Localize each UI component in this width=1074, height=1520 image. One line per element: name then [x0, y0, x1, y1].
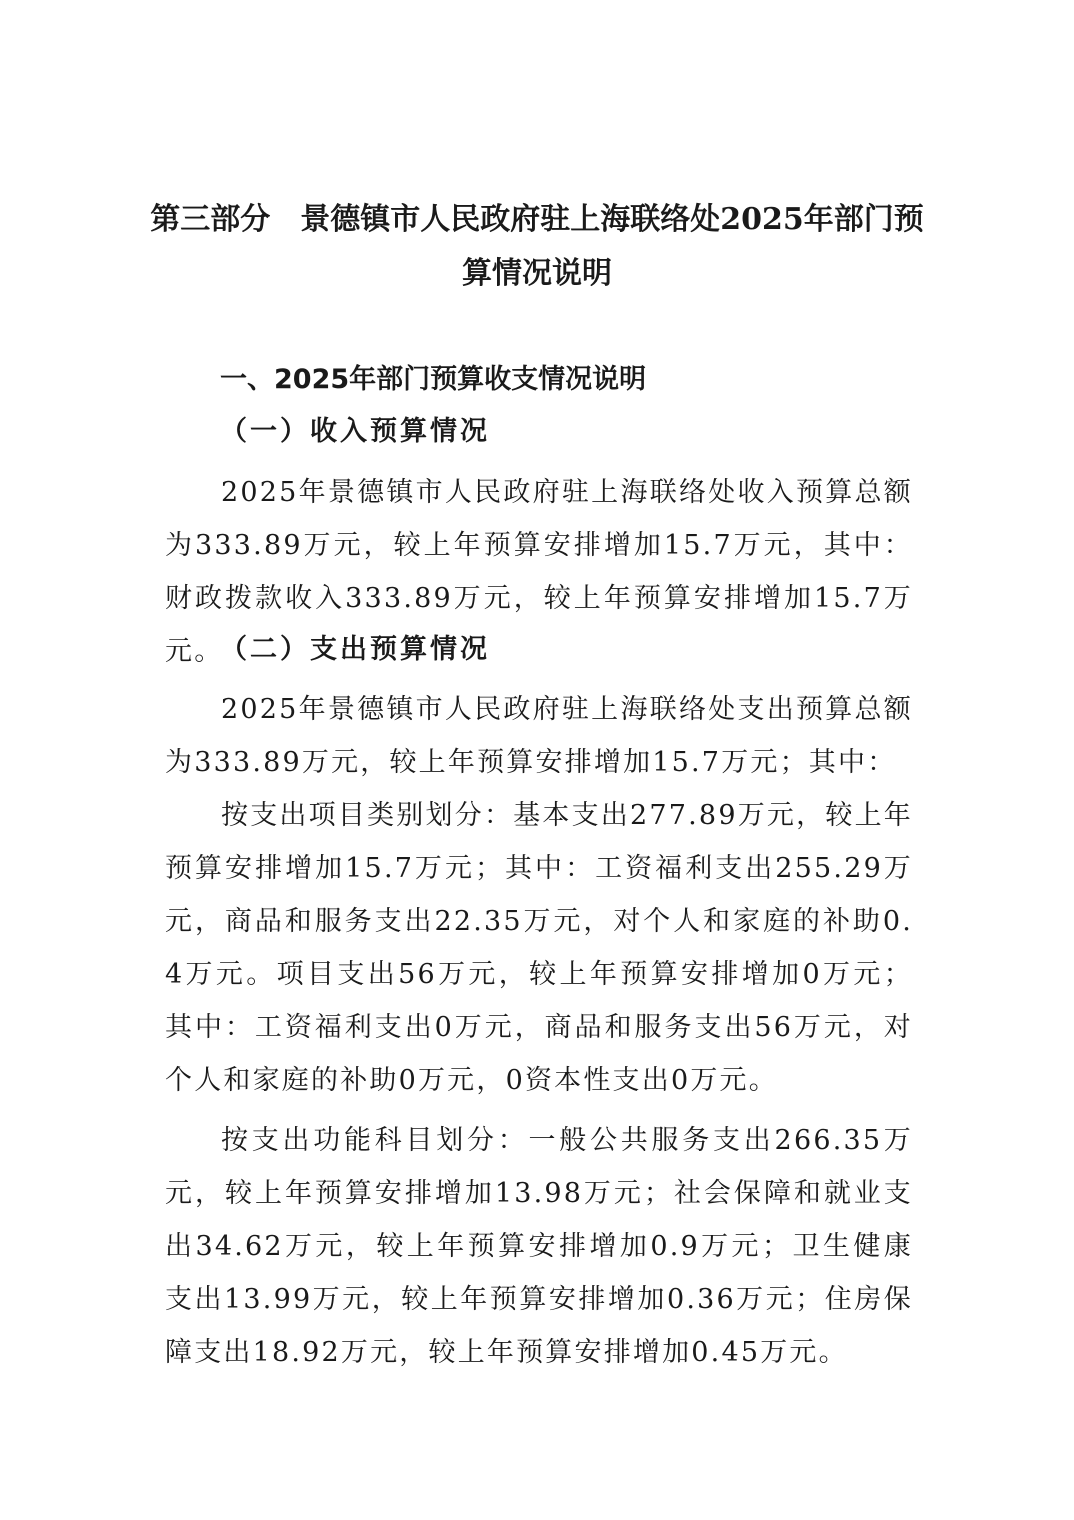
- expense-total-paragraph: 2025年景德镇市人民政府驻上海联络处支出预算总额为333.89万元，较上年预算安排增加15.7万元；其中：: [165, 694, 913, 778]
- expense-by-function-paragraph: 按支出功能科目划分：一般公共服务支出266.35万元，较上年预算安排增加13.98万元；社会保障和就业支出34.62万元，较上年预算安排增加0.9万元；卫生健康支出13.99万元，较上年预算安排增加0.36万元；住房保障支出18.92万元，较上年预算安排增加0.45万元。: [165, 1125, 913, 1368]
- document-title-line2: 算情况说明: [462, 256, 612, 291]
- income-budget-paragraph: 2025年景德镇市人民政府驻上海联络处收入预算总额为333.89万元，较上年预算安排增加15.7万元，其中：财政拨款收入333.89万元，较上年预算安排增加15.7万元。: [165, 477, 913, 667]
- expense-budget-heading: （二）支出预算情况: [220, 634, 490, 665]
- expense-by-category-paragraph: 按支出项目类别划分：基本支出277.89万元，较上年预算安排增加15.7万元；其中：工资福利支出255.29万元，商品和服务支出22.35万元，对个人和家庭的补助0.4万元。项目支出56万元，较上年预算安排增加0万元；其中：工资福利支出0万元，商品和服务支出56万元，对个人和家庭的补助0万元，0资本性支出0万元。: [165, 800, 913, 1096]
- income-budget-heading: （一）收入预算情况: [220, 416, 490, 447]
- document-title-line1: 第三部分 景德镇市人民政府驻上海联络处2025年部门预: [150, 202, 924, 237]
- document-title: [150, 193, 924, 301]
- section1-heading: 一、2025年部门预算收支情况说明: [220, 364, 647, 395]
